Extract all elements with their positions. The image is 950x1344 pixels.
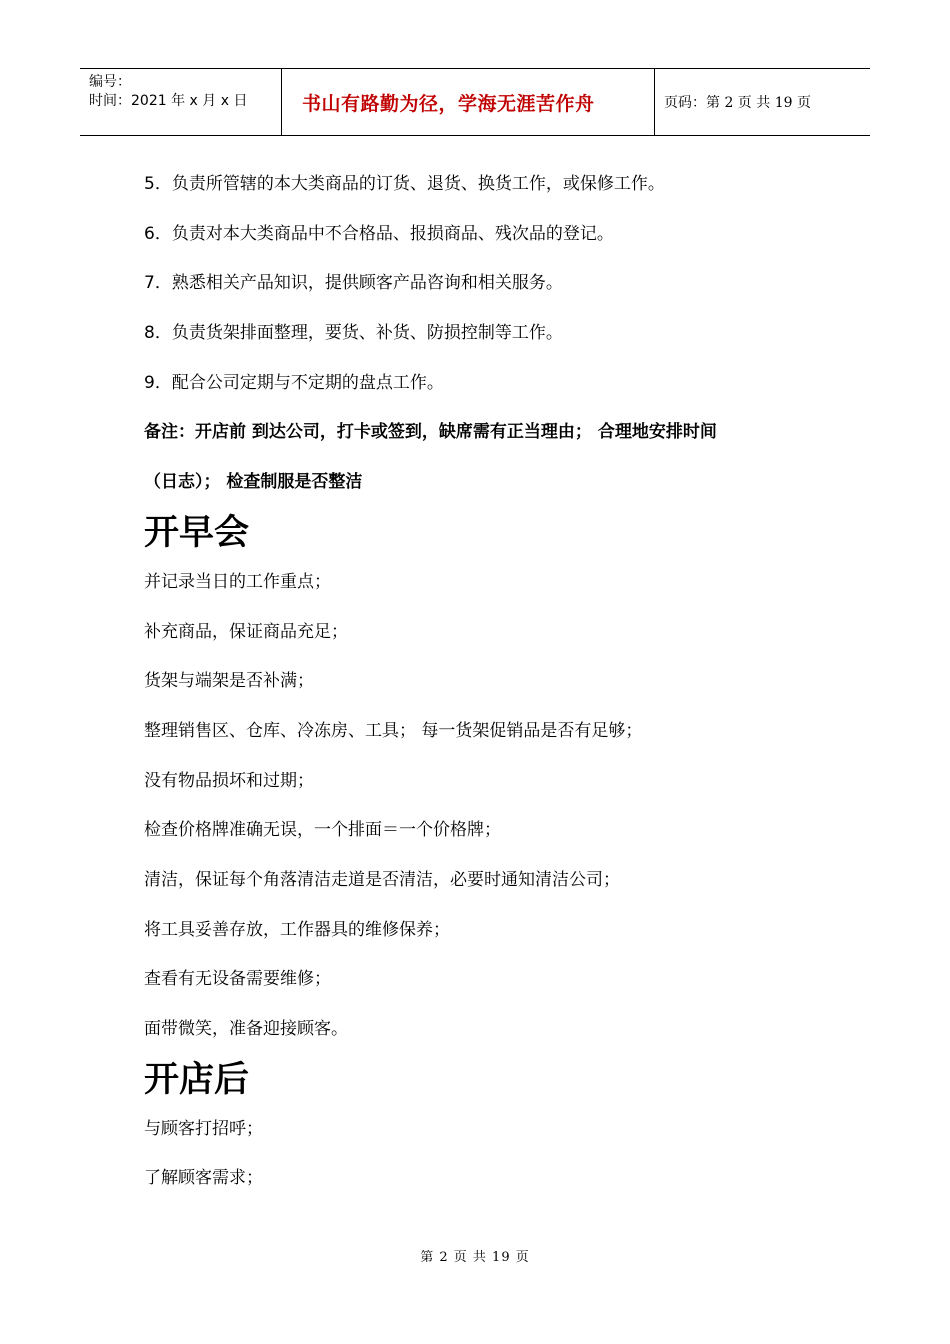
- page-footer: 第 2 页 共 19 页: [420, 1250, 530, 1265]
- morning-line: 没有物品损坏和过期；: [144, 770, 314, 791]
- section-heading-morning: 开早会: [144, 512, 250, 553]
- list-item: 9．配合公司定期与不定期的盘点工作。: [144, 372, 444, 393]
- time-label: 时间：2021 年 x 月 x 日: [89, 93, 248, 109]
- note-line: 备注：开店前 到达公司，打卡或签到，缺席需有正当理由； 合理地安排时间: [144, 422, 717, 443]
- morning-line: 清洁，保证每个角落清洁走道是否清洁，必要时通知清洁公司；: [144, 869, 620, 890]
- list-item: 8．负责货架排面整理，要货、补货、防损控制等工作。: [144, 323, 563, 344]
- list-item: 5．负责所管辖的本大类商品的订货、退货、换货工作，或保修工作。: [144, 174, 665, 194]
- morning-line: 检查价格牌准确无误，一个排面＝一个价格牌；: [144, 820, 501, 841]
- list-item: 6．负责对本大类商品中不合格品、报损商品、残次品的登记。: [144, 223, 614, 244]
- morning-line: 并记录当日的工作重点；: [144, 571, 331, 592]
- section-heading-after-open: 开店后: [144, 1059, 250, 1100]
- header-motto: 书山有路勤为径，学海无涯苦作舟: [282, 69, 655, 135]
- note-line: （日志）； 检查制服是否整洁: [144, 472, 363, 493]
- after-open-line: 与顾客打招呼；: [144, 1118, 263, 1139]
- morning-line: 查看有无设备需要维修；: [144, 969, 331, 990]
- header-meta: [80, 69, 282, 135]
- morning-line: 货架与端架是否补满；: [144, 671, 314, 692]
- morning-line: 补充商品，保证商品充足；: [144, 621, 348, 642]
- list-item: 7．熟悉相关产品知识，提供顾客产品咨询和相关服务。: [144, 273, 563, 294]
- header-page-info: 页码：第 2 页 共 19 页: [664, 95, 811, 111]
- morning-line: 面带微笑，准备迎接顾客。: [144, 1019, 348, 1039]
- morning-line: 整理销售区、仓库、冷冻房、工具； 每一货架促销品是否有足够；: [144, 720, 643, 741]
- morning-line: 将工具妥善存放，工作器具的维修保养；: [144, 919, 450, 940]
- document-header: [80, 68, 870, 136]
- after-open-line: 了解顾客需求；: [144, 1168, 263, 1189]
- document-body: [144, 160, 824, 1204]
- number-label: 编号：: [89, 74, 131, 90]
